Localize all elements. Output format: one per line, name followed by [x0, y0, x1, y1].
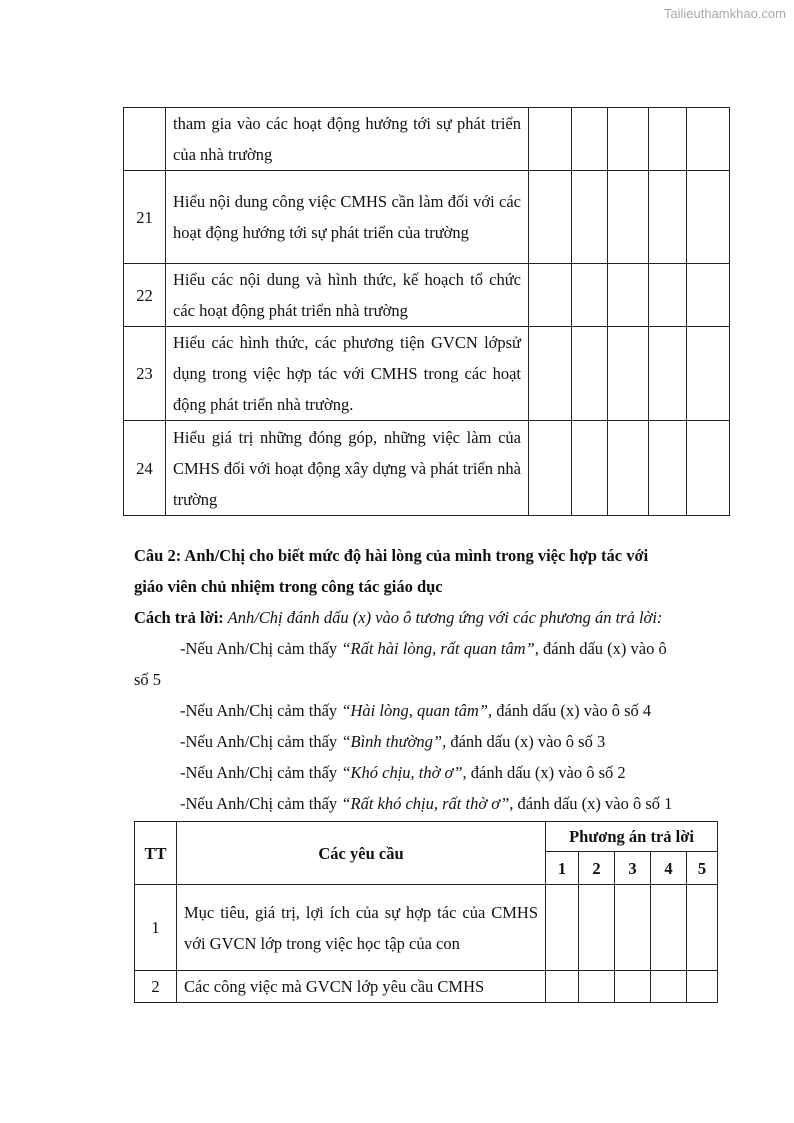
table-row: [124, 327, 730, 421]
header-scale-1: 1: [546, 852, 579, 885]
option-prefix: -Nếu Anh/Chị cảm thấy: [180, 701, 342, 720]
answer-cell-1[interactable]: [529, 264, 572, 327]
answer-cell-3[interactable]: [615, 971, 651, 1003]
row-number: 24: [124, 421, 166, 516]
answer-cell-3[interactable]: [608, 264, 649, 327]
header-requirements: Các yêu cầu: [177, 822, 546, 885]
option-suffix: đánh dấu (x) vào ô số 3: [446, 732, 606, 751]
answer-cell-3[interactable]: [608, 327, 649, 421]
answer-cell-1[interactable]: [546, 885, 579, 971]
row-text: Hiểu nội dung công việc CMHS cần làm đối với các hoạt động hướng tới sự phát triển của trường: [166, 171, 529, 264]
row-number: 1: [135, 885, 177, 971]
answer-cell-3[interactable]: [608, 108, 649, 171]
table-row: [124, 108, 730, 171]
option-suffix: đánh dấu (x) vào ô: [538, 639, 667, 658]
header-options: Phương án trả lời: [546, 822, 718, 852]
instructions-text: Anh/Chị đánh dấu (x) vào ô tương ứng với các phương án trả lời:: [223, 608, 663, 627]
option-line-continued: số 5: [134, 670, 162, 689]
answer-cell-1[interactable]: [529, 327, 572, 421]
answer-cell-5[interactable]: [687, 327, 730, 421]
table-row: [124, 264, 730, 327]
option-suffix: , đánh dấu (x) vào ô số 2: [462, 763, 626, 782]
row-text: Hiểu các nội dung và hình thức, kế hoạch tổ chức các hoạt động phát triển nhà trường: [166, 264, 529, 327]
answer-cell-2[interactable]: [579, 971, 615, 1003]
row-number: [124, 108, 166, 171]
watermark: Tailieuthamkhao.com: [663, 6, 786, 21]
table-row: [135, 885, 718, 971]
answer-cell-2[interactable]: [572, 264, 608, 327]
answer-instructions: [134, 602, 662, 633]
answer-cell-4[interactable]: [651, 885, 687, 971]
table-row: [135, 971, 718, 1003]
option-prefix: -Nếu Anh/Chị cảm thấy: [180, 639, 342, 658]
answer-cell-2[interactable]: [572, 171, 608, 264]
answer-cell-4[interactable]: [649, 108, 687, 171]
option-prefix: -Nếu Anh/Chị cảm thấy: [180, 794, 342, 813]
survey-table-1: [123, 107, 730, 516]
header-scale-4: 4: [651, 852, 687, 885]
answer-cell-3[interactable]: [615, 885, 651, 971]
survey-table-2: [134, 821, 718, 1003]
answer-cell-1[interactable]: [529, 421, 572, 516]
option-line: [180, 757, 626, 788]
option-quote: “Hài lòng, quan tâm”,: [341, 701, 493, 720]
row-text: tham gia vào các hoạt động hướng tới sự phát triển của nhà trường: [166, 108, 529, 171]
answer-cell-5[interactable]: [687, 421, 730, 516]
answer-cell-5[interactable]: [687, 264, 730, 327]
row-text: Hiểu các hình thức, các phương tiện GVCN lớpsử dụng trong việc hợp tác với CMHS trong các hoạt động phát triển nhà trường.: [166, 327, 529, 421]
answer-cell-2[interactable]: [572, 327, 608, 421]
answer-cell-3[interactable]: [608, 171, 649, 264]
answer-cell-5[interactable]: [687, 171, 730, 264]
instructions-label: Cách trả lời:: [134, 608, 224, 627]
row-number: 22: [124, 264, 166, 327]
row-number: 21: [124, 171, 166, 264]
option-quote: “Khó chịu, thờ ơ”: [341, 763, 463, 782]
option-suffix: , đánh dấu (x) vào ô số 1: [509, 794, 673, 813]
row-text: Mục tiêu, giá trị, lợi ích của sự hợp tác của CMHS với GVCN lớp trong việc học tập của con: [177, 885, 546, 971]
row-number: 2: [135, 971, 177, 1003]
option-prefix: -Nếu Anh/Chị cảm thấy: [180, 763, 342, 782]
answer-cell-2[interactable]: [572, 108, 608, 171]
answer-cell-5[interactable]: [687, 885, 718, 971]
header-scale-5: 5: [687, 852, 718, 885]
answer-cell-4[interactable]: [649, 327, 687, 421]
answer-cell-1[interactable]: [529, 108, 572, 171]
header-scale-3: 3: [615, 852, 651, 885]
option-quote: “Rất hài lòng, rất quan tâm”,: [341, 639, 539, 658]
option-line: [180, 633, 667, 664]
option-quote: “Rất khó chịu, rất thờ ơ”: [341, 794, 510, 813]
row-text: Hiểu giá trị những đóng góp, những việc làm của CMHS đối với hoạt động xây dựng và phát triển nhà trường: [166, 421, 529, 516]
answer-cell-1[interactable]: [529, 171, 572, 264]
question-title-line-2: giáo viên chủ nhiệm trong công tác giáo dục: [134, 577, 443, 596]
option-line: [180, 726, 605, 757]
answer-cell-5[interactable]: [687, 108, 730, 171]
header-tt: TT: [135, 822, 177, 885]
option-quote: “Bình thường”,: [341, 732, 447, 751]
answer-cell-2[interactable]: [572, 421, 608, 516]
answer-cell-4[interactable]: [649, 264, 687, 327]
answer-cell-4[interactable]: [649, 171, 687, 264]
answer-cell-5[interactable]: [687, 971, 718, 1003]
answer-cell-2[interactable]: [579, 885, 615, 971]
question-title-line-1: Câu 2: Anh/Chị cho biết mức độ hài lòng của mình trong việc hợp tác với: [134, 546, 649, 565]
option-line: [180, 788, 672, 819]
answer-cell-3[interactable]: [608, 421, 649, 516]
answer-cell-4[interactable]: [651, 971, 687, 1003]
row-text: Các công việc mà GVCN lớp yêu cầu CMHS: [177, 971, 546, 1003]
option-line: [180, 695, 651, 726]
answer-cell-1[interactable]: [546, 971, 579, 1003]
question-title: [134, 540, 648, 602]
header-scale-2: 2: [579, 852, 615, 885]
option-prefix: -Nếu Anh/Chị cảm thấy: [180, 732, 342, 751]
table-row: [124, 421, 730, 516]
row-number: 23: [124, 327, 166, 421]
option-suffix: đánh dấu (x) vào ô số 4: [492, 701, 652, 720]
answer-cell-4[interactable]: [649, 421, 687, 516]
table-row: [124, 171, 730, 264]
